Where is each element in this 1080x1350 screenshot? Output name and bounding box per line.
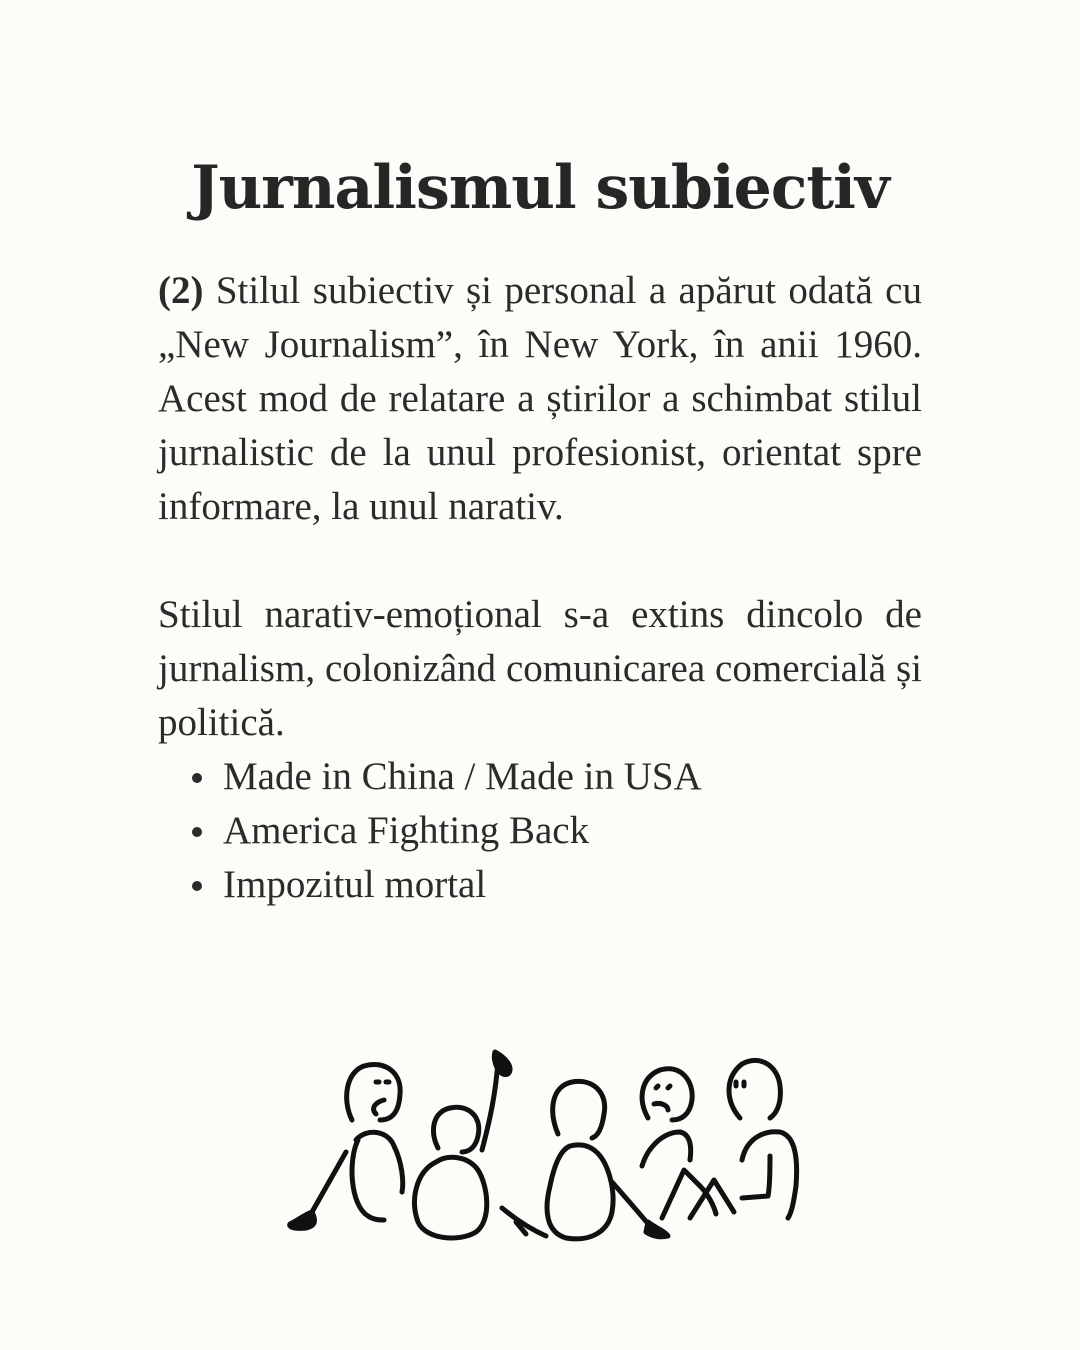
bullet-icon: [192, 773, 202, 783]
bullet-icon: [192, 881, 202, 891]
bullet-icon: [192, 827, 202, 837]
person-1-icon: [290, 1064, 403, 1228]
list-item-text: Impozitul mortal: [223, 863, 487, 906]
page-title: Jurnalismul subiectiv: [191, 153, 889, 224]
bullet-list: [158, 750, 922, 912]
list-item: [158, 804, 922, 858]
group-of-people-sketch-icon: [270, 1040, 810, 1250]
paragraph-spacer: [158, 534, 922, 588]
body-text: [158, 264, 922, 912]
paragraph-1-text: Stilul subiectiv și personal a apărut odată cu „New Journalism”, în New York, în anii 1960. Acest mod de relatare a știrilor a schimbat stilul jurnalistic de la unul profesionist, orientat spre informare, la unul narativ.: [158, 269, 922, 528]
person-4-icon: [642, 1069, 734, 1218]
paragraph-1: [158, 264, 922, 534]
list-item-text: Made in China / Made in USA: [223, 755, 702, 798]
list-item-text: America Fighting Back: [223, 809, 590, 852]
person-2-icon: [415, 1052, 510, 1238]
list-item: [158, 858, 922, 912]
paragraph-2: Stilul narativ-emoțional s-a extins dincolo de jurnalism, colonizând comunicarea comercială și politică.: [158, 593, 922, 744]
person-5-icon: [729, 1060, 797, 1218]
paragraph-number: (2): [158, 269, 204, 312]
list-item: [158, 750, 922, 804]
